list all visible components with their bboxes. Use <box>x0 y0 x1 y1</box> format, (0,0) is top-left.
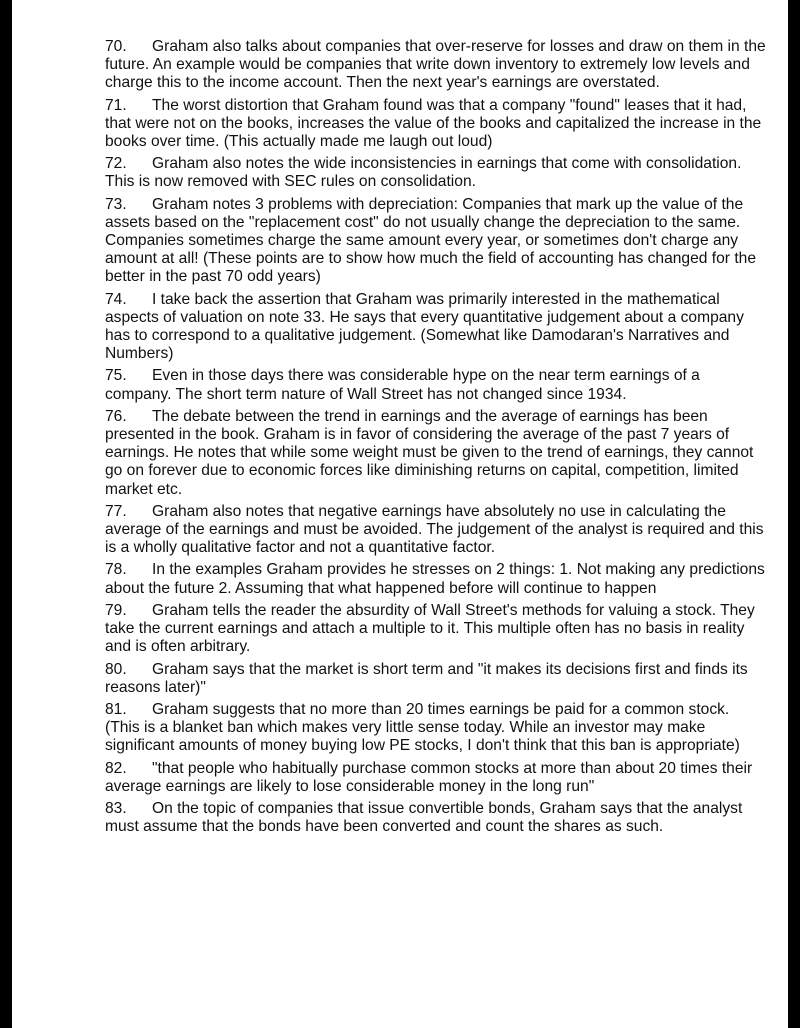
note-70 <box>105 38 768 93</box>
note-text: Graham says that the market is short term and "it makes its decisions first and finds its reasons later)" <box>105 660 748 696</box>
note-78 <box>105 561 768 597</box>
note-text: Graham also notes that negative earnings have absolutely no use in calculating the average of the earnings and must be avoided. The judgement of the analyst is required and this is a wholly qualitative factor and not a quantitative factor. <box>105 502 764 557</box>
document-page <box>12 0 788 1028</box>
note-83 <box>105 800 768 836</box>
note-text: Graham also notes the wide inconsistencies in earnings that come with consolidation. This is now removed with SEC rules on consolidation. <box>105 155 742 191</box>
note-text: The worst distortion that Graham found was that a company "found" leases that it had, that were not on the books, increases the value of the books and capitalized the increase in the books over time. (This actually made me laugh out loud) <box>105 96 762 151</box>
note-number: 72. <box>105 155 127 173</box>
note-number: 77. <box>105 502 127 520</box>
note-text: On the topic of companies that issue convertible bonds, Graham says that the analyst must assume that the bonds have been converted and count the shares as such. <box>105 799 743 836</box>
note-80 <box>105 661 768 697</box>
note-number: 78. <box>105 561 127 579</box>
note-77 <box>105 503 768 558</box>
note-text: Graham notes 3 problems with depreciation: Companies that mark up the value of the assets based on the "replacement cost" do not usually change the depreciation to the same. Companies sometimes charge the same amount every year, or sometimes don't charge any amount at all! (These points are to show how much the field of accounting has changed for the better in the past 70 odd years) <box>105 195 756 286</box>
note-text: "that people who habitually purchase common stocks at more than about 20 times their average earnings are likely to lose considerable money in the long run" <box>105 759 753 795</box>
note-text: In the examples Graham provides he stresses on 2 things: 1. Not making any predictions about the future 2. Assuming that what happened before will continue to happen <box>105 561 765 597</box>
note-number: 76. <box>105 407 127 425</box>
note-number: 70. <box>105 38 127 55</box>
note-75 <box>105 367 768 403</box>
note-number: 80. <box>105 660 127 678</box>
note-number: 74. <box>105 290 127 308</box>
note-number: 83. <box>105 799 127 817</box>
note-text: Graham suggests that no more than 20 times earnings be paid for a common stock. (This is a blanket ban which makes very little sense today. While an investor may make significant amounts of money buying low PE stocks, I don't think that this ban is appropriate) <box>105 700 740 755</box>
note-74 <box>105 291 768 364</box>
note-76 <box>105 408 768 499</box>
note-number: 82. <box>105 759 127 777</box>
note-text: Even in those days there was considerable hype on the near term earnings of a company. The short term nature of Wall Street has not changed since 1934. <box>105 367 700 403</box>
note-72 <box>105 155 768 191</box>
note-number: 81. <box>105 700 127 718</box>
note-text: The debate between the trend in earnings and the average of earnings has been presented in the book. Graham is in favor of considering the average of the past 7 years of earnings. He notes that while some weight must be given to the trend of earnings, they cannot go on forever due to economic forces like diminishing returns on capital, competition, limited market etc. <box>105 407 754 498</box>
note-number: 71. <box>105 96 127 114</box>
note-text: Graham tells the reader the absurdity of Wall Street's methods for valuing a stock. They take the current earnings and attach a multiple to it. This multiple often has no basis in reality and is often arbitrary. <box>105 601 755 656</box>
note-number: 79. <box>105 601 127 619</box>
note-82 <box>105 760 768 796</box>
note-text: Graham also talks about companies that over-reserve for losses and draw on them in the future. An example would be companies that write down inventory to extremely low levels and charge this to the income account. Then the next year's earnings are overstated. <box>105 38 766 92</box>
note-79 <box>105 602 768 657</box>
note-73 <box>105 196 768 287</box>
note-text: I take back the assertion that Graham was primarily interested in the mathematical aspects of valuation on note 33. He says that every quantitative judgement about a company has to correspond to a qualitative judgement. (Somewhat like Damodaran's Narratives and Numbers) <box>105 290 744 363</box>
note-number: 73. <box>105 195 127 213</box>
note-81 <box>105 701 768 756</box>
note-number: 75. <box>105 367 127 385</box>
note-71 <box>105 97 768 152</box>
